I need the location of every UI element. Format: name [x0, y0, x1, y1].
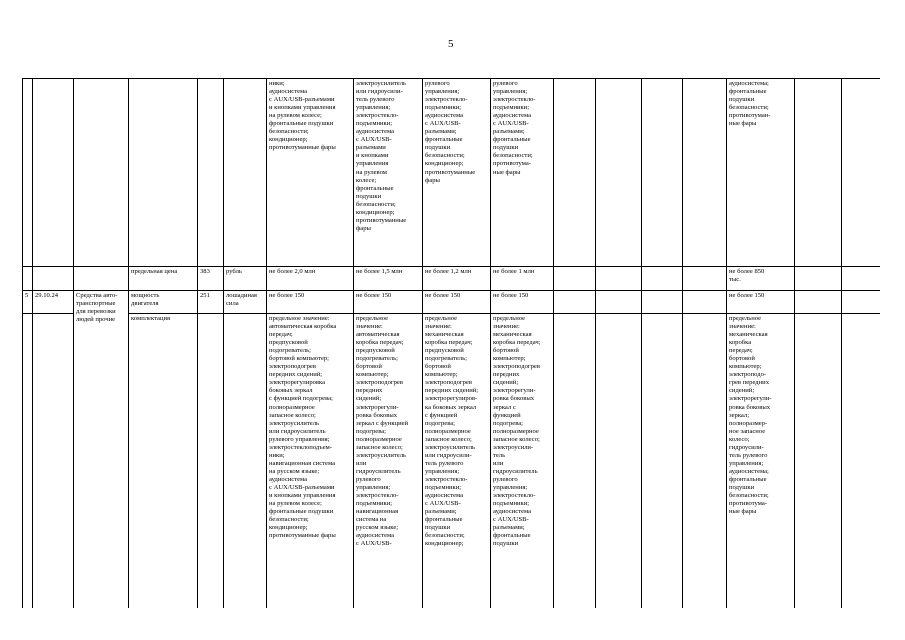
table-cell: ники; аудиосистема с AUX/USB-разъемами и кнопками управления на рулевом колесе; фронтальные подушки безопасности; кондиционер; противотуманные фары — [267, 79, 354, 267]
characteristic-cell: мощность двигателя — [129, 291, 198, 314]
value-cell: не более 1,2 млн — [423, 267, 491, 291]
value-cell: не более 150 — [267, 291, 354, 314]
table-cell — [683, 291, 727, 314]
table-cell: аудиосистема; фронтальные подушки безопасности; противотуман- ные фары — [727, 79, 795, 267]
okei-code-cell: 383 — [198, 267, 224, 291]
value-cell: предельное значение: механическая коробка передач; бортовой компьютер; электроподогрев передних сидений; электрорегули- ровка боковых зеркал с функцией подогрева; полноразмерное запасное колесо; электроусили- тель или гидроусилитель рулевого управления; электростекло- подъемники; аудиосистема с AUX/USB- разъемами; фронтальные подушки — [491, 314, 554, 609]
table-cell — [23, 267, 33, 291]
characteristic-cell: комплектация — [129, 314, 198, 609]
value-cell: не более 150 — [423, 291, 491, 314]
table-cell — [795, 79, 842, 267]
table-cell — [74, 267, 129, 291]
table-cell — [596, 79, 642, 267]
table-cell — [554, 79, 596, 267]
table-cell — [198, 79, 224, 267]
value-cell: не более 150 — [727, 291, 795, 314]
row-number-cell: 5 — [23, 291, 33, 314]
table-cell — [842, 79, 881, 267]
table-cell — [23, 314, 33, 609]
unit-cell: лошадиная сила — [224, 291, 267, 314]
table-cell: рулевого управления; электростекло- подъемники; аудиосистема с AUX/USB- разъемами; фронтальные подушки безопасности; противотума- ные фары — [491, 79, 554, 267]
table-cell — [596, 267, 642, 291]
value-cell: предельное значение: механическая коробка передач; бортовой компьютер; электроподо- грев передних сидений; электрорегули- ровка боковых зеркал; полноразмер- ное запасное колесо; гидроусили- тель рулевого управления; аудиосистема; фронтальные подушки безопасности; противотума- ные фары — [727, 314, 795, 609]
table-cell — [224, 314, 267, 609]
table-cell — [683, 314, 727, 609]
page-number: 5 — [448, 38, 454, 50]
value-cell: не более 1,5 млн — [354, 267, 423, 291]
table-cell — [596, 291, 642, 314]
table-cell — [683, 267, 727, 291]
value-cell: предельное значение: автоматическая коробка передач; предпусковой подогреватель; бортовой компьютер; электроподогрев передних сидений; электрорегули- ровка боковых зеркал с функцией подогрева; полноразмерное запасное колесо; электроусилитель или гидроусилитель рулевого управления; электростекло- подъемники; навигационная система на русском языке; аудиосистема с AUX/USB- — [354, 314, 423, 609]
table-cell — [795, 267, 842, 291]
table-cell — [642, 267, 683, 291]
table-cell — [74, 79, 129, 267]
value-cell: предельное значение: механическая коробка передач; предпусковой подогреватель; бортовой компьютер; электроподогрев передних сидений; электрорегулиров- ка боковых зеркал с функцией подогрева; полноразмерное запасное колесо; электроусилитель или гидроусили- тель рулевого управления; электростекло- подъемники; аудиосистема с AUX/USB- разъемами; фронтальные подушки безопасности; кондиционер; — [423, 314, 491, 609]
table-cell — [642, 314, 683, 609]
unit-cell: рубль — [224, 267, 267, 291]
characteristic-cell: предельная цена — [129, 267, 198, 291]
table-cell — [795, 291, 842, 314]
table-cell — [23, 79, 33, 267]
value-cell: не более 850 тыс. — [727, 267, 795, 291]
value-cell: не более 1 млн — [491, 267, 554, 291]
table-cell — [842, 291, 881, 314]
table-cell — [842, 267, 881, 291]
table-cell — [33, 267, 74, 291]
table-cell: рулевого управления; электростекло- подъемники; аудиосистема с AUX/USB- разъемами; фронтальные подушки безопасности; кондиционер; противотуманные фары — [423, 79, 491, 267]
table-cell — [842, 314, 881, 609]
table-cell — [683, 79, 727, 267]
table-cell — [33, 79, 74, 267]
table-cell — [224, 79, 267, 267]
table-cell — [554, 314, 596, 609]
table-cell — [33, 314, 74, 609]
table-cell — [795, 314, 842, 609]
value-cell: не более 150 — [354, 291, 423, 314]
table-cell — [554, 291, 596, 314]
table-row-equipment — [23, 314, 881, 609]
table-cell — [596, 314, 642, 609]
table-row-price — [23, 267, 881, 291]
requirements-table-sheet — [22, 78, 880, 608]
value-cell: предельное значение: автоматическая коробка передач; предпусковой подогреватель; бортовой компьютер; электроподогрев передних сидений; электрорегулировка боковых зеркал с функцией подогрева; полноразмерное запасное колесо; электроусилитель или гидроусилитель рулевого управления; электростеклоподъем- ники; навигационная система на русском языке; аудиосистема с AUX/USB-разъемами и кнопками управления на рулевом колесе; фронтальные подушки безопасности; кондиционер; противотуманные фары — [267, 314, 354, 609]
okei-code-cell: 251 — [198, 291, 224, 314]
value-cell: не более 150 — [491, 291, 554, 314]
table-row-power — [23, 291, 881, 314]
table-cell — [642, 79, 683, 267]
table-cell — [554, 267, 596, 291]
item-name-cell: Средства авто- транспортные для перевозки людей прочие — [74, 291, 129, 609]
value-cell: не более 2,0 млн — [267, 267, 354, 291]
okpd-code-cell: 29.10.24 — [33, 291, 74, 314]
table-cell: электроусилитель или гидроусили- тель рулевого управления; электростекло- подъемники; аудиосистема с AUX/USB- разъемами и кнопками управления на рулевом колесе; фронтальные подушки безопасности; кондиционер; противотуманные фары — [354, 79, 423, 267]
table-cell — [198, 314, 224, 609]
requirements-table — [22, 78, 880, 608]
table-cell — [642, 291, 683, 314]
table-row-continued — [23, 79, 881, 267]
table-cell — [129, 79, 198, 267]
